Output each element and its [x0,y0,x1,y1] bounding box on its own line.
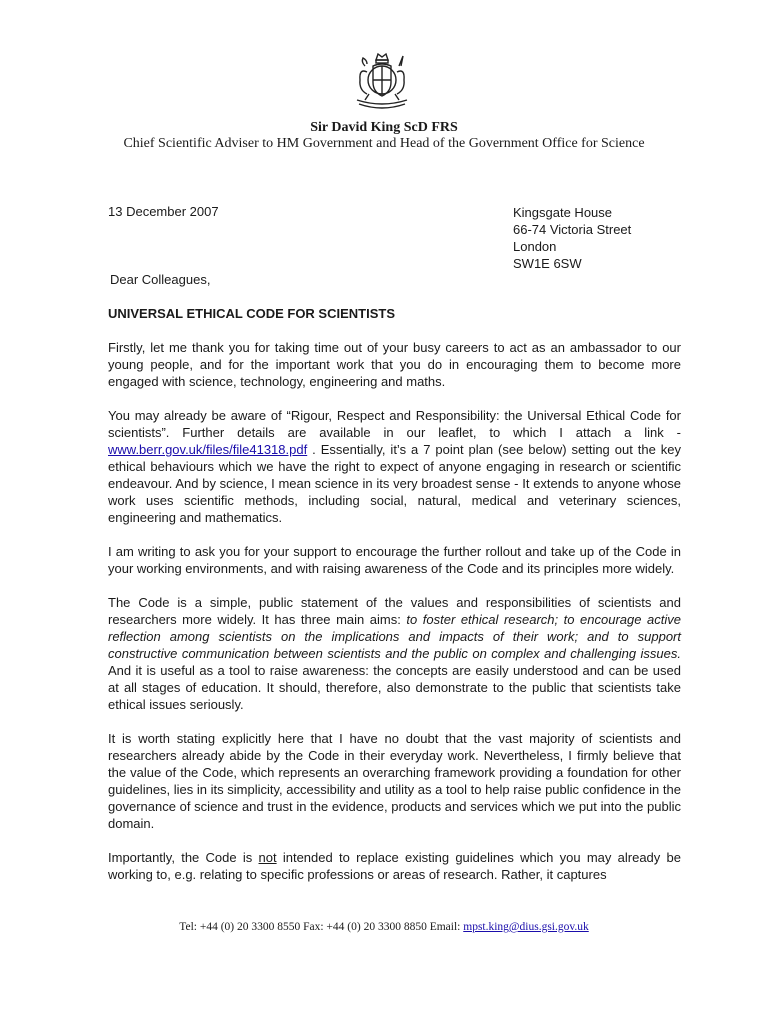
letter-body [108,339,681,900]
aims-italic-text: to foster ethical research; to encourage active reflection among scientists on the implications and impacts of their work; and to support constructive communication between scientists and the public on complex and challenging issues. [108,612,681,661]
sender-address [513,204,631,272]
sender-title: Chief Scientific Adviser to HM Government and Head of the Government Office for Science [123,136,645,151]
address-line: Kingsgate House [513,205,613,220]
paragraph-text: intended to replace existing guidelines which you may already be working to, e.g. relating to specific professions or areas of research. Rather, it captures [108,850,681,882]
subject-heading: UNIVERSAL ETHICAL CODE FOR SCIENTISTS [108,306,395,321]
footer-phone-fax: Tel: +44 (0) 20 3300 8550 Fax: +44 (0) 20 3300 8850 Email: [179,921,464,933]
address-line: SW1E 6SW [513,256,582,271]
royal-coat-of-arms-icon [347,50,417,116]
letter-date: 13 December 2007 [108,204,219,219]
paragraph-code-overview [108,407,681,526]
footer-email-link[interactable]: mpst.king@dius.gsi.gov.uk [463,921,589,933]
paragraph-not-replacement [108,849,681,883]
paragraph-support-request: I am writing to ask you for your support to encourage the further rollout and take up of the Code in your working environments, and with raising awareness of the Code and its principles more widely. [108,544,681,576]
salutation: Dear Colleagues, [110,272,211,287]
paragraph-text: And it is useful as a tool to raise awareness: the concepts are easily understood and can be used at all stages of education. It should, therefore, also demonstrate to the public that scientists take ethical issues seriously. [108,663,681,712]
paragraph-text: . Essentially, it’s a 7 point plan (see below) setting out the key ethical behaviours which we have the right to expect of anyone engaging in research or scientific endeavour. And by science, I mean science in its very broadest sense - It extends to anyone whose work uses scientific methods, including social, natural, medical and veterinary sciences, engineering and mathematics. [108,442,681,525]
leaflet-link[interactable]: www.berr.gov.uk/files/file41318.pdf [108,442,308,457]
footer-contact [0,921,768,933]
paragraph-intro: Firstly, let me thank you for taking time out of your busy careers to act as an ambassador to our young people, and for the important work that you do in encouraging them to become more engaged with science, technology, engineering and maths. [108,340,681,389]
paragraph-code-aims [108,594,681,713]
paragraph-text: The Code is a simple, public statement of the values and responsibilities of scientists and researchers more widely. It has three main aims: [108,595,681,627]
sender-name: Sir David King ScD FRS [310,120,458,135]
address-line: London [513,239,557,254]
address-line: 66-74 Victoria Street [513,222,632,237]
paragraph-text: Importantly, the Code is [108,850,259,865]
paragraph-text: You may already be aware of “Rigour, Respect and Responsibility: the Universal Ethical Code for scientists”. Further details are available in our leaflet, to which I attach a link - [108,408,681,440]
underlined-word: not [258,850,277,865]
paragraph-value-of-code: It is worth stating explicitly here that I have no doubt that the vast majority of scientists and researchers already abide by the Code in their everyday work. Nevertheless, I firmly believe that the value of the Code, which represents an overarching framework providing a foundation for other guidelines, lies in its simplicity, accessibility and utility as a tool to help raise public confidence in the governance of science and trust in the evidence, products and services which we put into the public domain. [108,731,681,831]
